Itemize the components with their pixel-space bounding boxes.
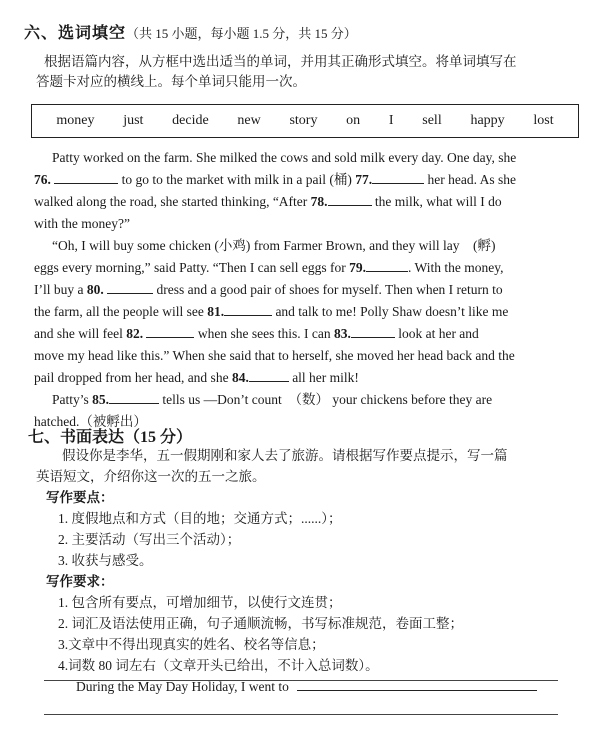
passage-text: and she will feel (34, 326, 123, 341)
word-option: just (123, 113, 144, 128)
passage-line (34, 191, 564, 213)
writing-task (36, 445, 576, 697)
passage-line: move my head like this.” When she said that to herself, she moved her head back and the (34, 348, 515, 363)
passage-line: “Oh, I will buy some chicken (小鸡) from Farmer Brown, and they will lay (孵) (52, 238, 496, 253)
passage-line: with the money?” (34, 216, 130, 231)
answer-blank-81[interactable] (224, 301, 272, 316)
point-item: 1. 度假地点和方式（目的地；交通方式；......）； (58, 511, 342, 526)
passage-line (34, 323, 564, 345)
question-number: 79. (349, 260, 367, 275)
passage-text: eggs every morning,” said Patty. “Then I can sell eggs for (34, 260, 346, 275)
passage-text: and talk to me! Polly Shaw doesn’t like me (275, 304, 509, 319)
passage-text: her head. As she (427, 172, 516, 187)
passage-text: I’ll buy a (34, 282, 84, 297)
passage-text: to go to the market with milk in a pail (桶) (121, 172, 352, 187)
answer-blank-79[interactable] (366, 257, 408, 272)
answer-blank-84[interactable] (249, 367, 289, 382)
reading-passage (34, 147, 564, 433)
points-heading: 写作要点： (46, 490, 114, 505)
answer-blank-80[interactable] (107, 279, 153, 294)
requirements-heading: 写作要求： (46, 574, 114, 589)
point-item: 3. 收获与感受。 (58, 553, 153, 568)
writing-line[interactable] (44, 714, 558, 715)
word-box (31, 104, 579, 138)
instruction-line: 根据语篇内容，从方框中选出适当的单词，并用其正确形式填空。将单词填写在 (44, 54, 517, 69)
section6-heading (24, 20, 357, 43)
requirement-item: 4.词数 80 词左右（文章开头已给出，不计入总词数）。 (58, 658, 379, 673)
question-number: 81. (207, 304, 225, 319)
section7-title: 七、书面表达（15 分） (28, 429, 193, 446)
task-intro: 英语短文，介绍你这一次的五一之旅。 (36, 469, 266, 484)
essay-lead-text: During the May Day Holiday, I went to (76, 679, 289, 694)
word-option: decide (172, 113, 209, 128)
passage-text: tells us —Don’t count （数） your chickens before they are (162, 392, 493, 407)
writing-line[interactable] (44, 680, 558, 681)
passage-text: Patty’s (52, 392, 89, 407)
word-option: new (237, 113, 261, 128)
requirement-item: 1. 包含所有要点，可增加细节，以使行文连贯； (58, 595, 342, 610)
passage-text: . With the money, (408, 260, 504, 275)
requirement-item: 2. 词汇及语法使用正确，句子通顺流畅，书写标准规范，卷面工整； (58, 616, 463, 631)
passage-text: all her milk! (292, 370, 359, 385)
instruction-line: 答题卡对应的横线上。每个单词只能用一次。 (36, 74, 306, 89)
passage-text: look at her and (398, 326, 479, 341)
passage-text: the farm, all the people will see (34, 304, 204, 319)
task-intro: 假设你是李华，五一假期刚和家人去了旅游。请根据写作要点提示，写一篇 (62, 448, 508, 463)
word-option: story (289, 113, 318, 128)
question-number: 85. (92, 392, 110, 407)
answer-blank-82[interactable] (146, 323, 194, 338)
passage-line (34, 169, 564, 191)
word-option: sell (422, 113, 442, 128)
passage-line (34, 279, 564, 301)
question-number: 77. (355, 172, 373, 187)
question-number: 84. (231, 370, 249, 385)
point-item: 2. 主要活动（写出三个活动）； (58, 532, 241, 547)
word-option: happy (470, 113, 505, 128)
passage-line (34, 367, 564, 389)
question-number: 80. (86, 282, 104, 297)
question-number: 82. (126, 326, 144, 341)
requirement-item: 3.文章中不得出现真实的姓名、校名等信息； (58, 637, 325, 652)
passage-text: when she sees this. I can (197, 326, 331, 341)
passage-line (34, 389, 564, 411)
word-option: lost (533, 113, 554, 128)
passage-text: walked along the road, she started thinking, “After (34, 194, 308, 209)
passage-text: dress and a good pair of shoes for myself. Then when I return to (156, 282, 503, 297)
word-option: on (346, 113, 361, 128)
question-number: 76. (34, 172, 51, 187)
answer-blank-76[interactable] (54, 169, 118, 184)
passage-line: Patty worked on the farm. She milked the cows and sold milk every day. One day, she (52, 150, 517, 165)
passage-text: pail dropped from her head, and she (34, 370, 229, 385)
passage-text: the milk, what will I do (374, 194, 502, 209)
word-option: I (388, 113, 394, 128)
passage-line: hatched.（被孵出） (34, 414, 147, 429)
question-number: 83. (333, 326, 351, 341)
question-number: 78. (310, 194, 328, 209)
passage-line (34, 301, 564, 323)
passage-line (34, 257, 564, 279)
answer-blank-77[interactable] (372, 169, 424, 184)
answer-blank-83[interactable] (351, 323, 395, 338)
answer-blank-78[interactable] (328, 191, 372, 206)
essay-first-line[interactable] (297, 676, 537, 691)
answer-blank-85[interactable] (109, 389, 159, 404)
section6-score-note: （共 15 小题，每小题 1.5 分，共 15 分） (126, 26, 357, 41)
word-option: money (56, 113, 95, 128)
section6-instructions (36, 52, 576, 92)
section6-title: 六、选词填空 (24, 25, 127, 42)
